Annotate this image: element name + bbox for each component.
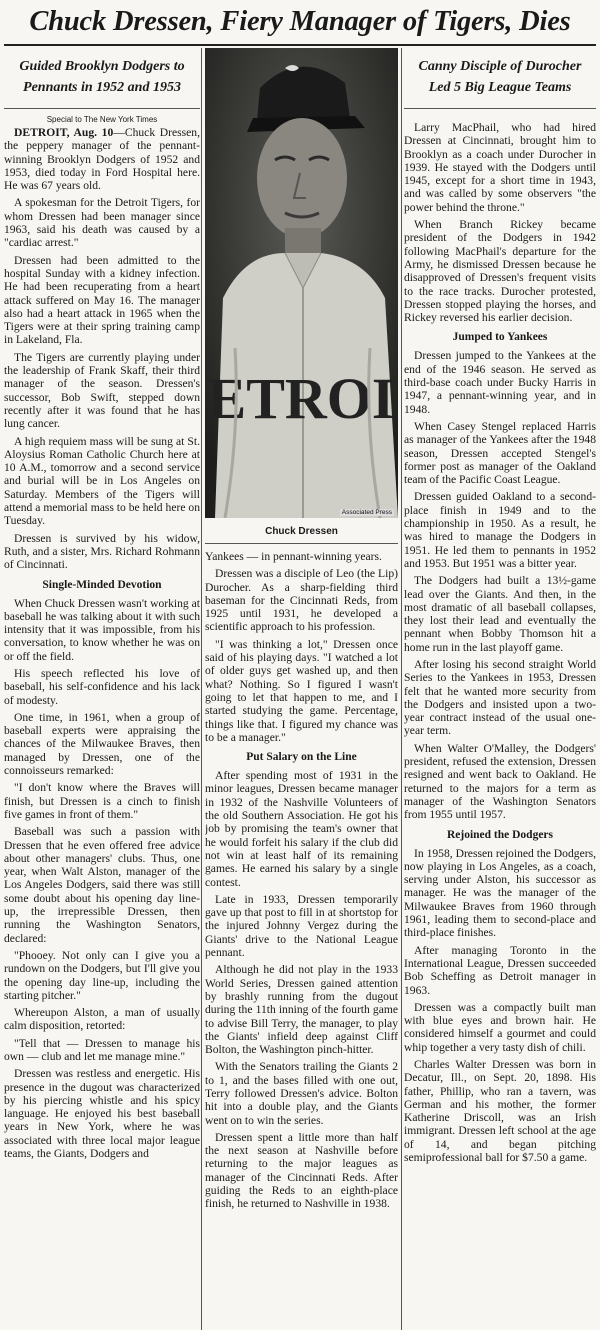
face-shape [257,118,347,238]
article-paragraph: Yankees — in pennant-winning years. [205,550,382,563]
deck-right-line2: Led 5 Big League Teams [428,80,572,95]
dateline: DETROIT, Aug. 10 [14,126,114,139]
article-paragraph: With the Senators trailing the Giants 2 to 1, and the bases filled with one out, Terry followed Dressen's advice. Bolton hit into a double play, and the Giants went on to win the series. [205,1060,398,1127]
column-rule-right [401,48,402,1330]
jersey-lettering: ETROI [207,366,395,431]
article-paragraph: A spokesman for the Detroit Tigers, for whom Dressen had been manager since 1963, said his death was caused by a "cardiac arrest." [4,196,200,250]
article-paragraph: When Walter O'Malley, the Dodgers' president, refused the extension, Dressen resigned and went back to Oakland. He returned to the majors for a term as manager of the Washington Senators from 1955 until 1957. [404,741,596,822]
subhead-jumped-to-yankees: Jumped to Yankees [452,331,548,344]
article-paragraph: Dressen was a disciple of Leo (the Lip) Durocher. As a sharp-fielding third baseman for the Cincinnati Reds, from 1925 until 1931, he developed a scientific approach to his profession. [205,567,398,634]
deck-right-line1: Canny Disciple of Durocher [418,59,582,74]
portrait-photo [205,48,398,518]
article-paragraph: The Tigers are currently playing under the leadership of Frank Skaff, their third manager of the season. Dressen's successor, Bob Swift, stepped down recently after it was found that he has lung cancer. [4,350,200,431]
article-paragraph [4,126,200,192]
article-paragraph: Dressen jumped to the Yankees at the end of the 1946 season. He served as third-base coach under Bucky Harris in 1947, a pennant-winning year, and in 1948. [404,349,596,416]
article-paragraph: A high requiem mass will be sung at St. Aloysius Roman Catholic Church here at 10 A.M., tomorrow and a second service and burial will be in Los Angeles on Saturday. Members of the Tigers will attend a memorial mass to be held here on Tuesday. [4,434,200,528]
article-paragraph: Whereupon Alston, a man of usually calm disposition, retorted: [4,1006,200,1033]
article-paragraph: Although he did not play in the 1933 World Series, Dressen gained attention by brashly running from the dugout during the 11th inning of the fourth game to advise Bill Terry, the manager, to play the Giants' infield deep against Cliff Bolton, the Washington pinch-hitter. [205,963,398,1057]
article-paragraph: When Casey Stengel replaced Harris as manager of the Yankees after the 1948 season, Dressen accepted Stengel's former post as manager of the Oakland team of the Pacific Coast League. [404,419,596,487]
article-paragraph: After spending most of 1931 in the minor leagues, Dressen became manager in 1932 of the Nashville Volunteers of the old Southern Association. He got his job by promising the team's owner that he would forfeit his salary if the club did not win at least half of its remaining games. He earned his salary by a single contest. [205,769,398,889]
article-paragraph: "Phooey. Not only can I give you a rundown on the Dodgers, but I'll give you the opening day line-up, including the starting pitcher." [4,948,200,1002]
photo-caption: Chuck Dressen [205,524,398,544]
article-paragraph: When Branch Rickey became president of the Dodgers in 1942 following MacPhail's departure for the Army, he dismissed Dressen because he disapproved of Dressen's frequent visits to the race tracks. Durocher protested, Dressen stopped playing the horses, and Rickey reversed his earlier decision. [404,218,596,325]
article-paragraph: Late in 1933, Dressen temporarily gave up that post to fill in at shortstop for the injured Johnny Vergez during the Giants' drive to the National League pennant. [205,892,398,960]
deck-left-line2: Pennants in 1952 and 1953 [23,80,181,95]
column-right [404,48,596,1330]
deck-right [404,48,596,109]
photo-credit: Associated Press [341,509,392,516]
article-paragraph: "I don't know where the Braves will finish, but Dressen is a cinch to finish five games in front of them." [4,781,200,821]
article-paragraph: Dressen was restless and energetic. His presence in the dugout was characterized by his piercing whistle and his spicy language. He enjoyed his best baseball years in New York, where he was associated with three local major league teams, the Giants, Dodgers and [4,1067,200,1161]
portrait-illustration [205,48,398,518]
article-paragraph: After losing his second straight World Series to the Yankees in 1953, Dressen felt that he wanted more security from the Dodgers and insisted upon a two-year contract instead of the usual one-year term. [404,657,596,738]
article-paragraph: Baseball was such a passion with Dressen that he even offered free advice about other managers' clubs. Thus, one year, when Walt Alston, manager of the Los Angeles Dodgers, said there was still some doubt about his opening day line-up, the irrepressible Dressen, then running the Washington Senators, declared: [4,825,200,945]
article-paragraph: Dressen spent a little more than half the next season at Nashville before returning to the major leagues as manager of the Cincinnati Reds. After guiding the Reds to an eighth-place finish, he returned to Nashville in 1938. [205,1130,398,1211]
article-paragraph: Dressen was a compactly built man with blue eyes and brown hair. He considered himself a gourmet and could whip together a very tasty dish of chili. [404,1000,596,1054]
special-credit: Special to The New York Times [46,115,158,124]
article-paragraph: When Chuck Dressen wasn't working at baseball he was talking about it with such intensity that it was impossible, from his conversation, to know whether he was on or off the field. [4,596,200,663]
subhead-put-salary-on-the-line: Put Salary on the Line [246,751,357,764]
deck-left-line1: Guided Brooklyn Dodgers to [19,59,185,74]
article-paragraph: Larry MacPhail, who had hired Dressen at Cincinnati, brought him to Brooklyn as a coach under Durocher in 1939. He stayed with the Dodgers until 1945, except for a short time in 1943, and was called by some observers "the power behind the throne." [404,121,596,214]
deck-left [4,48,200,109]
column-middle [205,48,398,1330]
subhead-rejoined-the-dodgers: Rejoined the Dodgers [446,828,554,841]
article-paragraph: After managing Toronto in the International League, Dressen succeeded Bob Scheffing as Detroit manager in 1963. [404,943,596,997]
column-left [4,48,200,1330]
article-paragraph: Dressen had been admitted to the hospital Sunday with a kidney infection. He had been recuperating from a heart attack suffered on May 16. The manager also had a heart attack in 1965 when the Tigers were at their spring training camp in Lakeland, Fla. [4,253,200,347]
article-paragraph: The Dodgers had built a 13½-game lead over the Giants. And then, in the most dramatic of all baseball collapses, they lost their lead and eventually the pennant when Bobby Thomson hit a home run in the last playoff game. [404,574,596,654]
headline: Chuck Dressen, Fiery Manager of Tigers, Dies [29,6,571,37]
headline-rule [4,44,596,46]
article-paragraph: His speech reflected his love of baseball, his self-confidence and his lack of modesty. [4,666,200,707]
lead-text: —Chuck Dressen, the peppery manager of the pennant-winning Brooklyn Dodgers of 1952 and 1953, died today in Ford Hospital here. He was 67 years old. [4,126,200,193]
article-paragraph: Dressen guided Oakland to a second-place finish in 1949 and to the championship in 1950. As a result, he was hired to manage the Dodgers in 1951. He led them to pennants in 1952 and 1953. But 1951 was a bitter year. [404,490,596,570]
article-paragraph: One time, in 1961, when a group of baseball experts were appraising the chances of the Milwaukee Braves, then managed by Dressen, one of the connoisseurs remarked: [4,710,200,778]
column-rule-left [201,48,202,1330]
article-paragraph: "Tell that — Dressen to manage his own — club and let me manage mine." [4,1036,200,1063]
article-paragraph: Charles Walter Dressen was born in Decatur, Ill., on Sept. 20, 1898. His father, Phillip, who ran a tavern, was German and his mother, the former Katherine Driscoll, was an Irish immigrant. Dressen left school at the age of 14, and began pitching semiprofessional ball for $7.50 a game. [404,1058,596,1165]
subhead-single-minded-devotion: Single-Minded Devotion [42,578,162,591]
article-paragraph: Dressen is survived by his widow, Ruth, and a sister, Mrs. Richard Rohmann of Cincinnati. [4,531,200,572]
article-paragraph: "I was thinking a lot," Dressen once said of his playing days. "I watched a lot of older guys get washed up, and then what? Nothing. So I figured I wasn't going to let that happen to me, and I started studying the game. Percentage, things like that. I figured my chance was to be a manager." [205,637,398,744]
article-paragraph: In 1958, Dressen rejoined the Dodgers, now playing in Los Angeles, as a coach, serving under Alston, his successor as manager. He was the manager of the Milwaukee Braves from 1960 through 1961, leading them to second-place and third-place finishes. [404,846,596,940]
